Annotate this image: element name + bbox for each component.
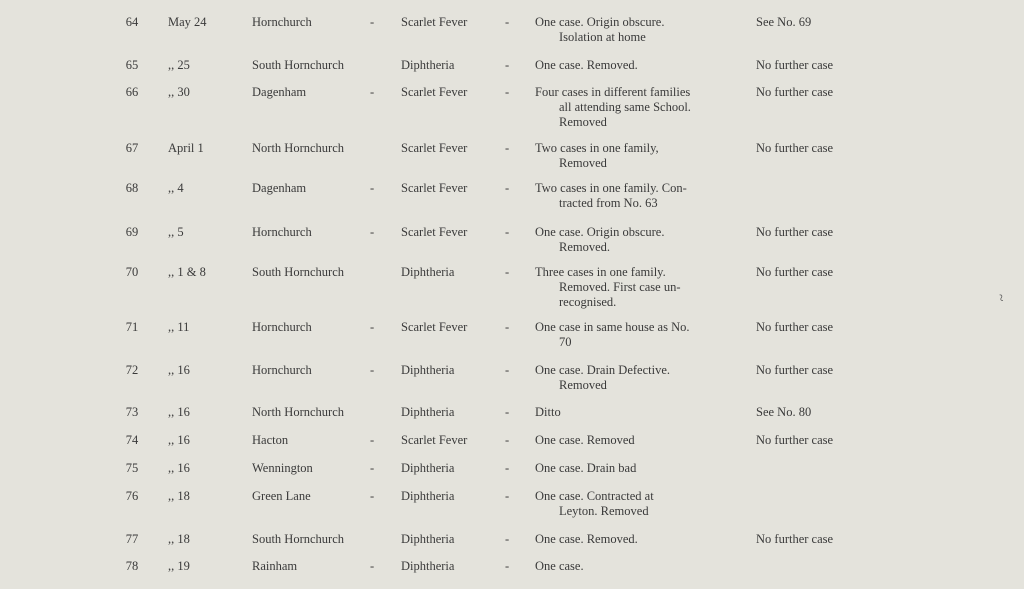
remarks-line: Removed [559,115,607,129]
entry-number: 74 [125,433,139,447]
entry-number: 75 [125,461,139,475]
entry-date: ,, 16 [168,363,190,377]
place-dash: - [370,363,375,377]
remarks-line: Ditto [535,405,561,419]
entry-date: ,, 18 [168,532,190,546]
entry-number: 65 [125,58,139,72]
remarks-line: Removed. First case un- [559,280,681,294]
entry-number: 70 [125,265,139,279]
entry-remarks [535,58,740,73]
entry-disease: Diphtheria [401,532,455,546]
entry-remarks [535,181,740,211]
entry-result: No further case [756,363,834,377]
entry-disease: Diphtheria [401,489,455,503]
disease-dash: - [505,58,510,72]
entry-remarks [535,141,740,171]
entry-date: ,, 4 [168,181,184,195]
entry-disease: Diphtheria [401,58,455,72]
remarks-line: Isolation at home [559,30,646,44]
remarks-line: recognised. [559,295,617,309]
entry-place: Hornchurch [252,15,312,29]
entry-remarks [535,15,740,45]
disease-dash: - [505,363,510,377]
entry-remarks [535,320,740,350]
margin-mark: ~ [992,292,1009,303]
entry-number: 68 [125,181,139,195]
remarks-line: One case. Removed. [535,532,638,546]
remarks-line: Leyton. Removed [559,504,649,518]
place-dash: - [370,559,375,573]
disease-dash: - [505,405,510,419]
entry-remarks [535,405,740,420]
entry-remarks [535,461,740,476]
entry-place: Hornchurch [252,363,312,377]
entry-result: No further case [756,58,834,72]
entry-number: 64 [125,15,139,29]
entry-place: Dagenham [252,181,307,195]
entry-place: Hacton [252,433,289,447]
entry-result: No further case [756,433,834,447]
disease-dash: - [505,461,510,475]
entry-place: North Hornchurch [252,141,344,155]
place-dash: - [370,181,375,195]
entry-disease: Diphtheria [401,461,455,475]
entry-place: Dagenham [252,85,307,99]
place-dash: - [370,320,375,334]
remarks-line: One case. Origin obscure. [535,15,665,29]
remarks-line: tracted from No. 63 [559,196,658,210]
entry-disease: Diphtheria [401,559,455,573]
entry-disease: Scarlet Fever [401,181,468,195]
entry-disease: Diphtheria [401,405,455,419]
entry-disease: Scarlet Fever [401,225,468,239]
remarks-line: Removed [559,156,607,170]
entry-disease: Scarlet Fever [401,433,468,447]
disease-dash: - [505,433,510,447]
entry-date: ,, 16 [168,461,190,475]
entry-disease: Diphtheria [401,363,455,377]
entry-number: 73 [125,405,139,419]
entry-disease: Scarlet Fever [401,141,468,155]
entry-disease: Scarlet Fever [401,85,468,99]
disease-dash: - [505,225,510,239]
entry-place: Rainham [252,559,298,573]
entry-result: No further case [756,532,834,546]
entry-result: No further case [756,320,834,334]
entry-number: 67 [125,141,139,155]
disease-dash: - [505,15,510,29]
entry-result: No further case [756,141,834,155]
entry-remarks [535,559,740,574]
remarks-line: One case in same house as No. [535,320,690,334]
entry-number: 78 [125,559,139,573]
entry-date: ,, 30 [168,85,190,99]
remarks-line: Removed [559,378,607,392]
entry-disease: Scarlet Fever [401,15,468,29]
entry-remarks [535,85,740,130]
entry-number: 72 [125,363,139,377]
disease-dash: - [505,141,510,155]
entry-number: 69 [125,225,139,239]
remarks-line: One case. [535,559,584,573]
entry-place: South Hornchurch [252,265,344,279]
entry-date: ,, 16 [168,405,190,419]
entry-disease: Scarlet Fever [401,320,468,334]
remarks-line: Four cases in different families [535,85,691,99]
entry-date: ,, 18 [168,489,190,503]
remarks-line: 70 [559,335,572,349]
remarks-line: One case. Removed. [535,58,638,72]
disease-dash: - [505,532,510,546]
entry-date: ,, 5 [168,225,184,239]
place-dash: - [370,433,375,447]
entry-number: 66 [125,85,139,99]
remarks-line: One case. Drain Defective. [535,363,670,377]
disease-dash: - [505,85,510,99]
disease-dash: - [505,559,510,573]
disease-dash: - [505,489,510,503]
remarks-line: One case. Removed [535,433,635,447]
remarks-line: Two cases in one family, [535,141,659,155]
remarks-line: One case. Contracted at [535,489,654,503]
entry-result: No further case [756,225,834,239]
place-dash: - [370,15,375,29]
entry-place: Hornchurch [252,225,312,239]
remarks-line: Three cases in one family. [535,265,666,279]
place-dash: - [370,225,375,239]
entry-place: Green Lane [252,489,311,503]
entry-place: Wennington [252,461,313,475]
entry-remarks [535,225,740,255]
entry-date: ,, 25 [168,58,190,72]
entry-date: ,, 19 [168,559,190,573]
entry-remarks [535,363,740,393]
place-dash: - [370,489,375,503]
remarks-line: One case. Drain bad [535,461,637,475]
remarks-line: Removed. [559,240,611,254]
disease-dash: - [505,181,510,195]
entry-date: ,, 11 [168,320,190,334]
remarks-line: all attending same School. [559,100,691,114]
place-dash: - [370,461,375,475]
entry-place: Hornchurch [252,320,312,334]
entry-disease: Diphtheria [401,265,455,279]
entry-date: ,, 1 & 8 [168,265,206,279]
disease-dash: - [505,265,510,279]
entry-result: See No. 80 [756,405,812,419]
entry-remarks [535,532,740,547]
entry-place: South Hornchurch [252,58,344,72]
entry-number: 71 [125,320,139,334]
entry-result: See No. 69 [756,15,812,29]
entry-place: South Hornchurch [252,532,344,546]
entry-number: 76 [125,489,139,503]
place-dash: - [370,85,375,99]
entry-result: No further case [756,85,834,99]
entry-place: North Hornchurch [252,405,344,419]
disease-dash: - [505,320,510,334]
entry-date: ,, 16 [168,433,190,447]
remarks-line: One case. Origin obscure. [535,225,665,239]
entry-result: No further case [756,265,834,279]
entry-remarks [535,433,740,448]
entry-number: 77 [125,532,139,546]
entry-remarks [535,489,740,519]
entry-date: May 24 [168,15,207,29]
entry-date: April 1 [168,141,204,155]
entry-remarks [535,265,740,310]
remarks-line: Two cases in one family. Con- [535,181,687,195]
